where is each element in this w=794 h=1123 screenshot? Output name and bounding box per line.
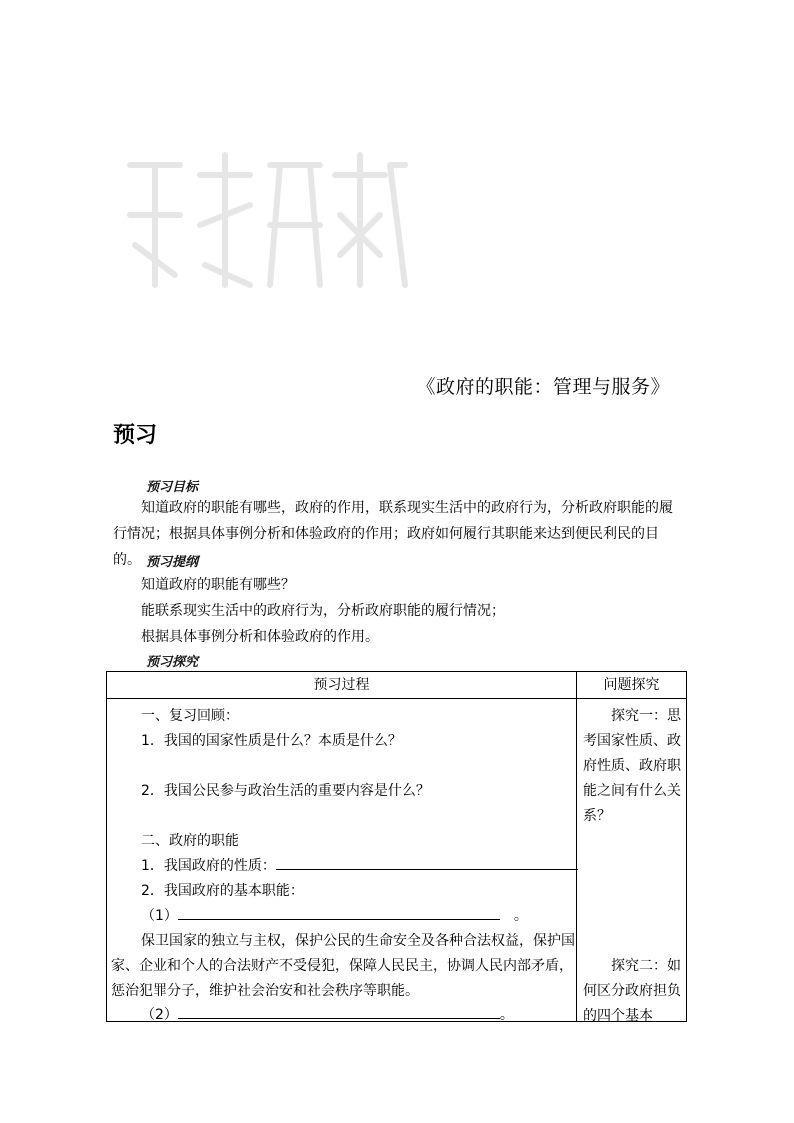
item2-end: 。 xyxy=(499,1007,514,1023)
desc-line: 家、企业和个人的合法财产不受侵犯，保障人民民主，协调人民内部矛盾， xyxy=(111,958,573,974)
item1-label: （1） xyxy=(141,908,178,924)
goal-label: 预习目标 xyxy=(146,480,199,495)
outline-label: 预习提纲 xyxy=(146,555,199,570)
outline-item: 根据具体事例分析和体验政府的作用。 xyxy=(141,629,379,645)
functions-title: 二、政府的职能 xyxy=(141,833,239,849)
preview-table xyxy=(106,671,687,1022)
section-heading: 预习 xyxy=(113,423,158,448)
nature-blank[interactable] xyxy=(276,855,578,870)
explore-label: 预习探究 xyxy=(146,655,199,670)
nature-line xyxy=(141,855,578,875)
review-question-1: 1．我国的国家性质是什么？本质是什么？ xyxy=(141,733,402,749)
page-title: 《政府的职能：管理与服务》 xyxy=(416,376,670,398)
inquiry-question-1: 探究一：思考国家性质、政府性质、政府职能之间有什么关系？ xyxy=(583,708,681,824)
watermark-logo xyxy=(120,145,410,295)
desc-line: 保卫国家的独立与主权，保护公民的生命安全及各种合法权益，保护国 xyxy=(141,933,575,949)
item2-line xyxy=(141,1004,514,1024)
item1-blank[interactable] xyxy=(178,905,500,920)
inquiry-cell xyxy=(577,699,687,1022)
header-inquiry: 问题探究 xyxy=(577,672,687,699)
item2-blank[interactable] xyxy=(178,1004,500,1019)
item1-line xyxy=(141,905,528,925)
outline-item: 知道政府的职能有哪些？ xyxy=(141,577,295,593)
item1-end: 。 xyxy=(513,908,528,924)
table-header-row xyxy=(107,672,687,699)
goal-text: 知道政府的职能有哪些，政府的作用，联系现实生活中的政府行为，分析政府职能的履行情况；根据具体事例分析和体验政府的作用；政府如何履行其职能来达到便民利民的目的。 xyxy=(113,500,673,568)
inquiry-question-2: 探究二：如何区分政府担负的四个基本 xyxy=(583,958,681,1024)
nature-label: 1．我国政府的性质： xyxy=(141,858,276,874)
review-title: 一、复习回顾： xyxy=(141,708,239,724)
process-cell xyxy=(107,699,577,1022)
review-question-2: 2．我国公民参与政治生活的重要内容是什么？ xyxy=(141,783,430,799)
outline-item: 能联系现实生活中的政府行为，分析政府职能的履行情况； xyxy=(141,603,505,619)
item2-label: （2） xyxy=(141,1007,178,1023)
basic-functions-label: 2．我国政府的基本职能： xyxy=(141,883,304,899)
header-process: 预习过程 xyxy=(107,672,577,699)
table-row xyxy=(107,699,687,1022)
desc-line: 惩治犯罪分子，维护社会治安和社会秩序等职能。 xyxy=(111,983,419,999)
goal-paragraph xyxy=(113,495,683,573)
